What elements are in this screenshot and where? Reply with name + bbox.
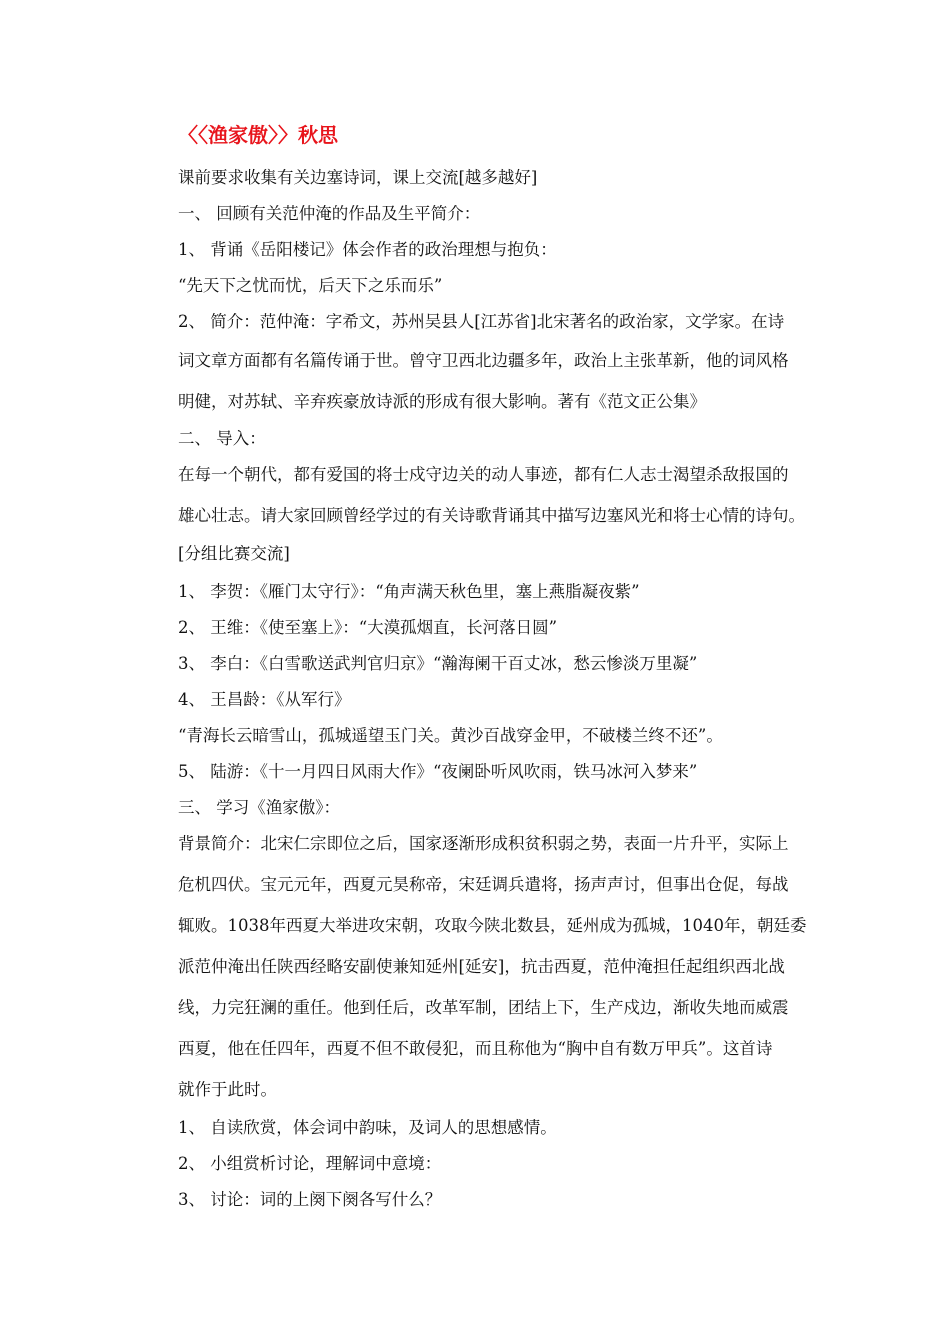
poem-item: 3、 李白：《白雪歌送武判官归京》“瀚海阑干百丈冰，愁云惨淡万里凝” xyxy=(178,654,698,673)
list-item: 1、 自读欣赏，体会词中韵味，及词人的思想感情。 xyxy=(178,1118,557,1137)
section-heading: 一、 回顾有关范仲淹的作品及生平简介： xyxy=(178,204,481,223)
list-item: 3、 讨论：词的上阕下阕各写什么？ xyxy=(178,1190,442,1209)
poem-item: 2、 王维：《使至塞上》：“大漠孤烟直，长河落日圆” xyxy=(178,618,558,637)
text-line: 词文章方面都有名篇传诵于世。曾守卫西北边疆多年，政治上主张革新，他的词风格 xyxy=(178,351,789,370)
section-heading: 三、 学习《渔家傲》： xyxy=(178,798,340,817)
text-line: 线，力完狂澜的重任。他到任后，改革军制，团结上下，生产戍边，渐收失地而威震 xyxy=(178,998,789,1017)
document-title: 〈〈渔家傲〉〉秋思 xyxy=(178,123,338,147)
text-line: 西夏，他在任四年，西夏不但不敢侵犯，而且称他为“胸中自有数万甲兵”。这首诗 xyxy=(178,1039,773,1058)
text-line: 在每一个朝代，都有爱国的将士戍守边关的动人事迹，都有仁人志士渴望杀敌报国的 xyxy=(178,465,789,484)
section-heading: 二、 导入： xyxy=(178,429,266,448)
text-line: 课前要求收集有关边塞诗词，课上交流[越多越好] xyxy=(178,168,538,187)
quote-line: “青海长云暗雪山，孤城遥望玉门关。黄沙百战穿金甲，不破楼兰终不还”。 xyxy=(178,726,723,745)
text-line: 1、 背诵《岳阳楼记》体会作者的政治理想与抱负： xyxy=(178,240,557,259)
text-line: 就作于此时。 xyxy=(178,1080,277,1099)
text-line: 危机四伏。宝元元年，西夏元昊称帝，宋廷调兵遣将，扬声声讨，但事出仓促，每战 xyxy=(178,875,789,894)
poem-item: 1、 李贺：《雁门太守行》：“角声满天秋色里，塞上燕脂凝夜紫” xyxy=(178,582,640,601)
text-line: 雄心壮志。请大家回顾曾经学过的有关诗歌背诵其中描写边塞风光和将士心情的诗句。 xyxy=(178,506,805,525)
poem-item: 5、 陆游：《十一月四日风雨大作》“夜阑卧听风吹雨，铁马冰河入梦来” xyxy=(178,762,698,781)
poem-item: 4、 王昌龄：《从军行》 xyxy=(178,690,351,709)
quote-line: “先天下之忧而忧，后天下之乐而乐” xyxy=(178,276,443,295)
text-line: 辄败。1038年西夏大举进攻宋朝，攻取今陕北数县，延州成为孤城，1040年，朝廷委 xyxy=(178,916,807,935)
text-line: 派范仲淹出任陕西经略安副使兼知延州[延安]，抗击西夏，范仲淹担任起组织西北战 xyxy=(178,957,785,976)
text-line: [分组比赛交流] xyxy=(178,544,290,563)
text-line: 背景简介：北宋仁宗即位之后，国家逐渐形成积贫积弱之势，表面一片升平，实际上 xyxy=(178,834,789,853)
list-item: 2、 小组赏析讨论，理解词中意境： xyxy=(178,1154,442,1173)
text-line: 2、 简介：范仲淹：字希文，苏州吴县人[江苏省]北宋著名的政治家，文学家。在诗 xyxy=(178,312,785,331)
text-line: 明健，对苏轼、辛弃疾豪放诗派的形成有很大影响。著有《范文正公集》 xyxy=(178,392,706,411)
